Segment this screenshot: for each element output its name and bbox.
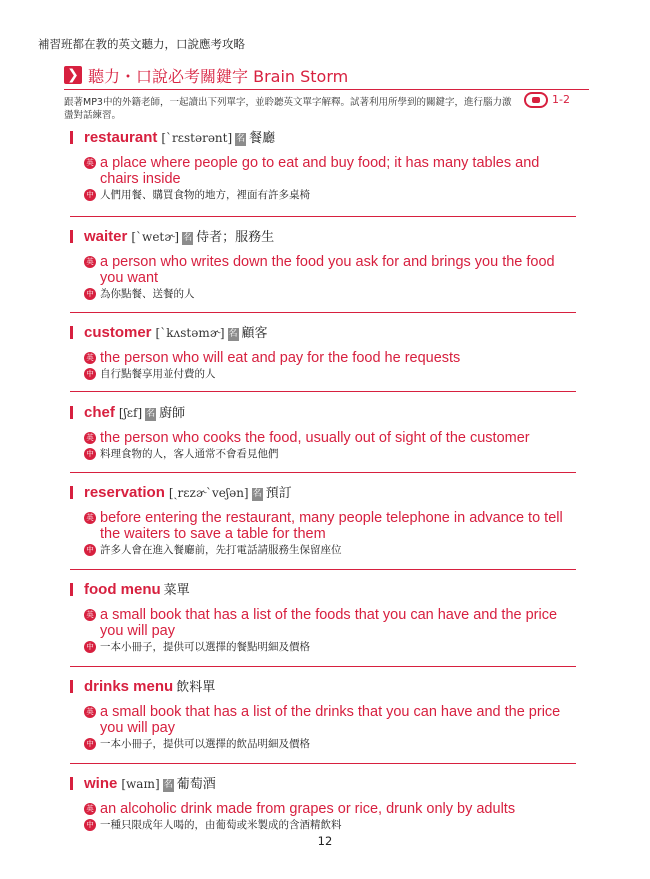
definition-english [70, 607, 576, 639]
pos-badge: 名 [183, 233, 193, 243]
definition-zh-text: 人們用餐、購買食物的地方，裡面有許多桌椅 [100, 189, 310, 201]
vocab-entry [70, 482, 576, 557]
pos-badge: 名 [252, 489, 262, 499]
definition-zh-text: 為你點餐、送餐的人 [100, 288, 195, 300]
vocab-entry [70, 676, 576, 751]
title-rule [64, 89, 589, 90]
entry-headline [84, 579, 190, 598]
definition-english [70, 155, 576, 187]
definition-english [70, 510, 576, 542]
entry-word: drinks menu [84, 678, 174, 695]
entry-meaning: 葡萄酒 [176, 777, 216, 792]
definition-en-text: before entering the restaurant, many people telephone in advance to tell the waiters to save a table for them [100, 510, 563, 542]
entry-head [70, 226, 576, 248]
chinese-marker-icon: 中 [84, 448, 96, 460]
chinese-marker-icon: 中 [84, 288, 96, 300]
entry-divider [70, 472, 576, 473]
entry-head [70, 482, 576, 504]
entry-head [70, 676, 576, 698]
definition-chinese [70, 640, 576, 654]
entry-word: reservation [84, 484, 165, 501]
chevron-right-icon: ❯ [64, 66, 82, 84]
entry-headline [84, 773, 216, 792]
entry-divider [70, 391, 576, 392]
entry-headline [84, 127, 275, 146]
definition-english [70, 430, 576, 446]
definition-english [70, 254, 576, 286]
entry-headline [84, 482, 292, 501]
page-number: 12 [317, 834, 333, 848]
entry-head [70, 322, 576, 344]
chinese-marker-icon: 中 [84, 641, 96, 653]
entry-ipa: [ˋkʌstəmɚ] [155, 326, 225, 340]
audio-track-number: 1-2 [552, 93, 570, 106]
entry-word: restaurant [84, 129, 158, 146]
entry-bar [70, 777, 73, 790]
definition-zh-text: 自行點餐享用並付費的人 [100, 368, 216, 380]
entry-headline [84, 402, 185, 421]
entry-meaning: 顧客 [241, 326, 268, 341]
chinese-marker-icon: 中 [84, 738, 96, 750]
entry-meaning: 餐廳 [249, 131, 276, 146]
definition-chinese [70, 367, 576, 381]
headphones-icon [524, 92, 548, 108]
definition-zh-text: 料理食物的人，客人通常不會看見他們 [100, 448, 279, 460]
definition-chinese [70, 818, 576, 832]
entry-ipa: [ʃɛf] [118, 406, 143, 420]
entry-headline [84, 226, 274, 245]
definition-english [70, 704, 576, 736]
entry-meaning: 飲料單 [176, 680, 216, 695]
definition-zh-text: 一種只限成年人喝的，由葡萄或米製成的含酒精飲料 [100, 819, 342, 831]
vocab-entry [70, 773, 576, 832]
definition-zh-text: 一本小冊子，提供可以選擇的餐點明細及價格 [100, 641, 310, 653]
running-head: 補習班都在教的英文聽力，口說應考攻略 [38, 37, 245, 51]
audio-track [524, 92, 584, 110]
definition-en-text: the person who cooks the food, usually out of sight of the customer [100, 430, 530, 446]
entry-bar [70, 131, 73, 144]
entry-word: food menu [84, 581, 161, 598]
chinese-marker-icon: 中 [84, 189, 96, 201]
entry-divider [70, 216, 576, 217]
section-title-text: 聽力・口說必考關鍵字 Brain Storm [88, 67, 349, 86]
entry-bar [70, 326, 73, 339]
vocab-entry [70, 226, 576, 301]
entry-head [70, 127, 576, 149]
entry-bar [70, 406, 73, 419]
definition-en-text: a person who writes down the food you ask for and brings you the food you want [100, 254, 555, 286]
entry-word: waiter [84, 228, 128, 245]
entry-bar [70, 583, 73, 596]
vocab-entry [70, 127, 576, 202]
entry-head [70, 579, 576, 601]
pos-badge: 名 [146, 409, 156, 419]
entry-divider [70, 569, 576, 570]
definition-chinese [70, 737, 576, 751]
definition-en-text: the person who will eat and pay for the food he requests [100, 350, 461, 366]
entry-ipa: [ˏrɛzɚˋveʃən] [168, 486, 249, 500]
english-marker-icon: 英 [84, 157, 96, 169]
entry-meaning: 侍者；服務生 [196, 230, 275, 245]
pos-badge: 名 [228, 329, 238, 339]
entry-word: customer [84, 324, 152, 341]
definition-zh-text: 許多人會在進入餐廳前，先打電話請服務生保留座位 [100, 544, 342, 556]
entry-ipa: [ˋwetɚ] [131, 230, 180, 244]
english-marker-icon: 英 [84, 803, 96, 815]
chinese-marker-icon: 中 [84, 544, 96, 556]
entry-meaning: 預訂 [265, 486, 292, 501]
vocab-entry [70, 402, 576, 461]
entry-headline [84, 676, 215, 695]
entry-head [70, 402, 576, 424]
definition-english [70, 801, 576, 817]
definition-chinese [70, 447, 576, 461]
definition-chinese [70, 287, 576, 301]
entry-bar [70, 486, 73, 499]
definition-english [70, 350, 576, 366]
pos-badge: 名 [236, 134, 246, 144]
definition-chinese [70, 188, 576, 202]
english-marker-icon: 英 [84, 609, 96, 621]
english-marker-icon: 英 [84, 256, 96, 268]
definition-en-text: a small book that has a list of the foods that you can have and the price you will pay [100, 607, 558, 639]
entry-bar [70, 680, 73, 693]
section-title [64, 66, 589, 88]
definition-zh-text: 一本小冊子，提供可以選擇的飲品明細及價格 [100, 738, 310, 750]
entry-ipa: [waɪn] [121, 777, 160, 791]
pos-badge: 名 [163, 780, 173, 790]
vocab-entry [70, 579, 576, 654]
english-marker-icon: 英 [84, 706, 96, 718]
definition-en-text: an alcoholic drink made from grapes or rice, drunk only by adults [100, 801, 516, 817]
definition-chinese [70, 543, 576, 557]
entry-ipa: [ˋrɛstərənt] [161, 131, 233, 145]
entry-word: wine [84, 775, 118, 792]
entry-divider [70, 312, 576, 313]
entry-headline [84, 322, 268, 341]
entry-divider [70, 763, 576, 764]
english-marker-icon: 英 [84, 512, 96, 524]
english-marker-icon: 英 [84, 352, 96, 364]
vocab-entry [70, 322, 576, 381]
chinese-marker-icon: 中 [84, 368, 96, 380]
definition-en-text: a place where people go to eat and buy food; it has many tables and chairs inside [100, 155, 540, 187]
entry-head [70, 773, 576, 795]
intro-text: 跟著MP3中的外籍老師，一起讀出下列單字，並聆聽英文單字解釋。試著利用所學到的關鍵字，進行腦力激盪對話練習。 [64, 97, 512, 121]
entry-word: chef [84, 404, 115, 421]
entry-divider [70, 666, 576, 667]
english-marker-icon: 英 [84, 432, 96, 444]
definition-en-text: a small book that has a list of the drinks that you can have and the price you will pay [100, 704, 561, 736]
chinese-marker-icon: 中 [84, 819, 96, 831]
entry-meaning: 廚師 [159, 406, 186, 421]
entry-bar [70, 230, 73, 243]
entry-meaning: 菜單 [163, 583, 190, 598]
